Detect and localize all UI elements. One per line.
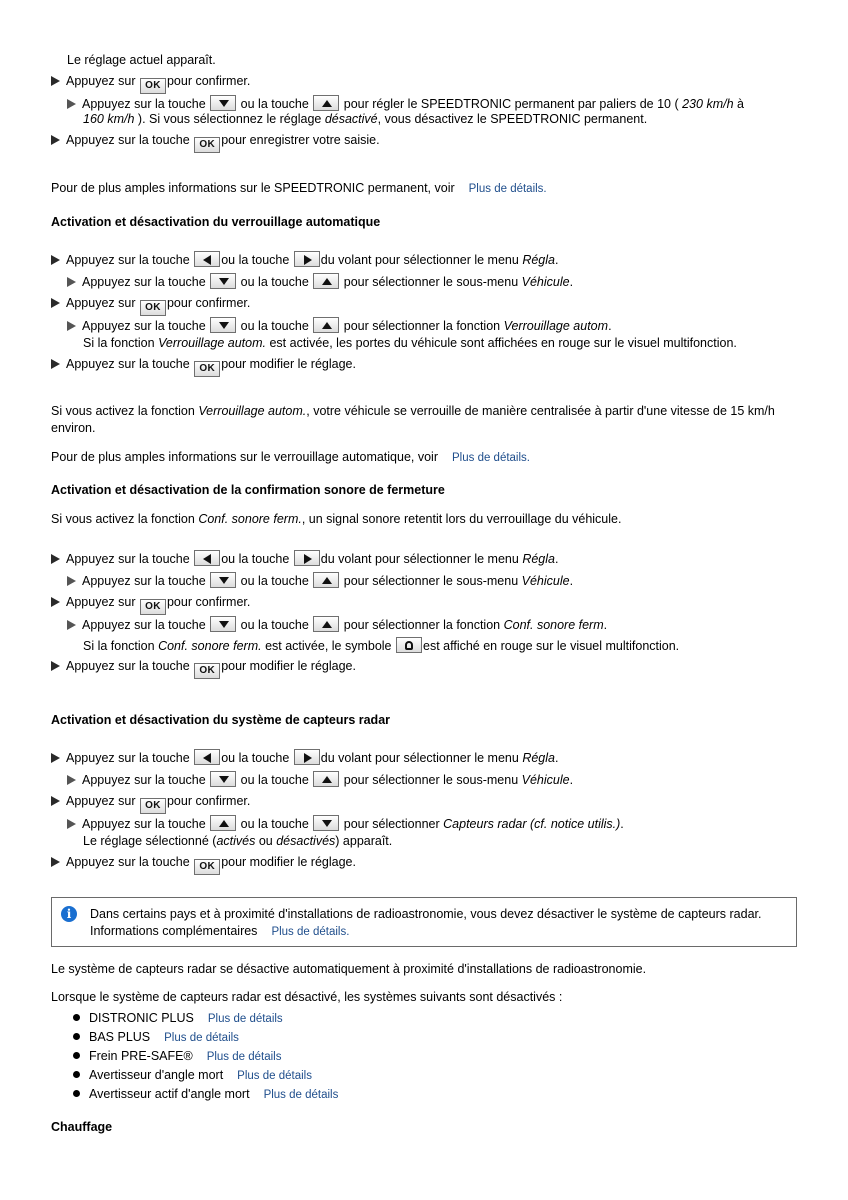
- left-key-icon: [194, 251, 220, 267]
- text: Verrouillage autom.: [158, 336, 266, 350]
- lock-symbol-icon: [396, 637, 422, 653]
- text: est activée, les portes du véhicule sont affichées en rouge sur le visuel multifonction.: [269, 336, 737, 350]
- substep: [67, 616, 607, 633]
- text: pour sélectionner le sous-menu: [343, 574, 519, 588]
- text: .: [569, 275, 574, 289]
- paragraph: Le système de capteurs radar se désactive automatiquement à proximité d'installations de radioastronomie.: [51, 962, 647, 976]
- details-link[interactable]: Plus de détails: [164, 1032, 239, 1044]
- substep: [67, 95, 744, 112]
- paragraph: Lorsque le système de capteurs radar est désactivé, les systèmes suivants sont désactivés :: [51, 990, 563, 1004]
- text: Appuyez sur la touche: [66, 855, 190, 869]
- info-text: [90, 906, 761, 941]
- text: ou la touche: [240, 574, 309, 588]
- section-heading: Activation et désactivation de la confirmation sonore de fermeture: [51, 483, 445, 497]
- text: environ.: [51, 421, 96, 435]
- ok-key-icon: OK: [140, 798, 166, 814]
- text: Pour de plus amples informations sur le SPEEDTRONIC permanent, voir: [51, 181, 455, 195]
- ok-key-icon: OK: [194, 859, 220, 875]
- bullet-icon: [73, 1014, 80, 1021]
- text: Appuyez sur: [66, 74, 136, 88]
- text: pour régler le SPEEDTRONIC permanent par paliers de 10 (: [343, 97, 679, 111]
- step: [51, 594, 250, 615]
- text: ou la touche: [221, 751, 290, 765]
- text: 160 km/h: [83, 112, 135, 126]
- substep-arrow-icon: [67, 576, 76, 586]
- text: Appuyez sur la touche: [66, 357, 190, 371]
- step: [51, 793, 250, 814]
- list-item: [73, 1029, 239, 1046]
- text: Appuyez sur la touche: [66, 659, 190, 673]
- more-info: [51, 180, 547, 197]
- text: pour confirmer.: [166, 794, 251, 808]
- text: Appuyez sur la touche: [82, 618, 206, 632]
- text: ou la touche: [240, 97, 309, 111]
- step: [51, 550, 558, 567]
- text: ou la touche: [240, 618, 309, 632]
- text: Conf. sonore ferm.: [198, 512, 302, 526]
- bullet-icon: [73, 1033, 80, 1040]
- substep-arrow-icon: [67, 819, 76, 829]
- up-key-icon: [313, 771, 339, 787]
- bullet-icon: [73, 1052, 80, 1059]
- step-arrow-icon: [51, 753, 60, 763]
- text: pour confirmer.: [166, 595, 251, 609]
- list-item: [73, 1067, 312, 1084]
- text: Si la fonction: [83, 336, 155, 350]
- text: du volant pour sélectionner le menu: [320, 552, 519, 566]
- text: Avertisseur actif d'angle mort: [89, 1087, 250, 1101]
- step-arrow-icon: [51, 796, 60, 806]
- text: Appuyez sur: [66, 296, 136, 310]
- substep-arrow-icon: [67, 277, 76, 287]
- text: pour confirmer.: [166, 74, 251, 88]
- text: .: [608, 319, 612, 333]
- text: ou la touche: [240, 817, 309, 831]
- text: ) apparaît.: [335, 834, 393, 848]
- text: ou: [258, 834, 273, 848]
- text: .: [554, 253, 559, 267]
- details-link[interactable]: Plus de détails.: [468, 183, 547, 195]
- text: est affiché en rouge sur le visuel multifonction.: [423, 639, 680, 653]
- text: Avertisseur d'angle mort: [89, 1068, 224, 1082]
- text: .: [569, 574, 574, 588]
- ok-key-icon: OK: [140, 300, 166, 316]
- up-key-icon: [313, 572, 339, 588]
- text: Appuyez sur la touche: [82, 773, 206, 787]
- substep-arrow-icon: [67, 321, 76, 331]
- down-key-icon: [210, 616, 236, 632]
- up-key-icon: [313, 95, 339, 111]
- details-link[interactable]: Plus de détails.: [271, 926, 350, 938]
- text: Véhicule: [521, 275, 570, 289]
- ok-key-icon: OK: [194, 137, 220, 153]
- text: , votre véhicule se verrouille de manière centralisée à partir d'une vitesse de 15 km/h: [306, 404, 775, 418]
- bullet-icon: [73, 1071, 80, 1078]
- text: .: [554, 751, 559, 765]
- details-link[interactable]: Plus de détails: [237, 1070, 312, 1082]
- current-setting-text: [67, 52, 216, 68]
- text: Le réglage actuel apparaît.: [67, 53, 216, 67]
- list-item: [73, 1048, 281, 1065]
- text: ou la touche: [240, 275, 309, 289]
- text: pour sélectionner: [343, 817, 440, 831]
- text: Conf. sonore ferm: [503, 618, 604, 632]
- info-icon: i: [61, 906, 77, 922]
- down-key-icon: [210, 95, 236, 111]
- text: BAS PLUS: [89, 1030, 151, 1044]
- step-arrow-icon: [51, 359, 60, 369]
- text: Régla: [522, 751, 555, 765]
- text: Verrouillage autom.: [198, 404, 307, 418]
- text: Appuyez sur la touche: [66, 751, 190, 765]
- text: désactivé: [324, 112, 378, 126]
- text: Appuyez sur la touche: [82, 97, 206, 111]
- right-key-icon: [294, 251, 320, 267]
- down-key-icon: [210, 572, 236, 588]
- text: Appuyez sur la touche: [66, 253, 190, 267]
- text: , un signal sonore retentit lors du verrouillage du véhicule.: [301, 512, 622, 526]
- step: [51, 132, 380, 153]
- paragraph: [51, 511, 621, 527]
- step-arrow-icon: [51, 554, 60, 564]
- substep: [67, 815, 624, 832]
- details-link[interactable]: Plus de détails: [207, 1013, 283, 1025]
- step: [51, 658, 356, 679]
- ok-key-icon: OK: [194, 361, 220, 377]
- text: Appuyez sur la touche: [82, 319, 206, 333]
- right-key-icon: [294, 550, 320, 566]
- up-key-icon: [313, 616, 339, 632]
- substep-note: [83, 637, 679, 654]
- section-heading: Chauffage: [51, 1120, 113, 1134]
- down-key-icon: [210, 273, 236, 289]
- ok-key-icon: OK: [140, 599, 166, 615]
- left-key-icon: [194, 749, 220, 765]
- text: pour confirmer.: [166, 296, 251, 310]
- left-key-icon: [194, 550, 220, 566]
- text: Appuyez sur: [66, 595, 136, 609]
- text: .: [554, 552, 559, 566]
- section-heading: Activation et désactivation du système de capteurs radar: [51, 713, 391, 727]
- details-link[interactable]: Plus de détails: [206, 1051, 282, 1063]
- text: Appuyez sur la touche: [82, 574, 206, 588]
- text: Régla: [522, 253, 555, 267]
- step: [51, 251, 558, 268]
- paragraph: [51, 403, 801, 437]
- text: pour sélectionner le sous-menu: [343, 773, 519, 787]
- step-arrow-icon: [51, 76, 60, 86]
- text: est activée, le symbole: [265, 639, 392, 653]
- ok-key-icon: OK: [194, 663, 220, 679]
- list-item: [73, 1010, 283, 1027]
- text: du volant pour sélectionner le menu: [320, 751, 519, 765]
- step-arrow-icon: [51, 135, 60, 145]
- details-link[interactable]: Plus de détails.: [452, 452, 530, 464]
- info-box: [51, 897, 797, 947]
- text: Informations complémentaires: [90, 924, 258, 938]
- text: ou la touche: [240, 319, 309, 333]
- list-item: [73, 1086, 338, 1103]
- text: désactivés: [276, 834, 336, 848]
- substep-note: [83, 335, 737, 351]
- text: Frein PRE-SAFE®: [89, 1049, 193, 1063]
- right-key-icon: [294, 749, 320, 765]
- text: Si la fonction: [83, 639, 155, 653]
- text: ou la touche: [221, 552, 290, 566]
- text: Verrouillage autom: [503, 319, 609, 333]
- down-key-icon: [313, 815, 339, 831]
- substep: [67, 771, 573, 788]
- text: du volant pour sélectionner le menu: [320, 253, 519, 267]
- text: à: [737, 97, 744, 111]
- text: Le réglage sélectionné (: [83, 834, 217, 848]
- text: activés: [216, 834, 256, 848]
- text: pour sélectionner la fonction: [343, 618, 501, 632]
- text: Si vous activez la fonction: [51, 404, 195, 418]
- text: Appuyez sur la touche: [66, 133, 190, 147]
- step-arrow-icon: [51, 255, 60, 265]
- text: pour modifier le réglage.: [221, 855, 356, 869]
- text: .: [603, 618, 608, 632]
- substep-arrow-icon: [67, 620, 76, 630]
- text: pour modifier le réglage.: [221, 659, 356, 673]
- text: Appuyez sur la touche: [82, 817, 206, 831]
- step: [51, 73, 250, 94]
- text: Appuyez sur la touche: [66, 552, 190, 566]
- text: Appuyez sur la touche: [82, 275, 206, 289]
- text: pour sélectionner la fonction: [343, 319, 501, 333]
- bullet-icon: [73, 1090, 80, 1097]
- substep-note: [83, 833, 392, 849]
- step: [51, 295, 250, 316]
- substep-arrow-icon: [67, 775, 76, 785]
- up-key-icon: [313, 317, 339, 333]
- step: [51, 356, 356, 377]
- step: [51, 749, 558, 766]
- step: [51, 854, 356, 875]
- step-arrow-icon: [51, 661, 60, 671]
- text: DISTRONIC PLUS: [89, 1011, 194, 1025]
- down-key-icon: [210, 317, 236, 333]
- step-arrow-icon: [51, 597, 60, 607]
- text: pour sélectionner le sous-menu: [343, 275, 519, 289]
- substep-continued: [83, 111, 647, 127]
- text: Régla: [522, 552, 555, 566]
- text: ou la touche: [221, 253, 290, 267]
- text: ou la touche: [240, 773, 309, 787]
- text: Dans certains pays et à proximité d'installations de radioastronomie, vous devez désactiver le système de capteurs radar.: [90, 907, 762, 921]
- text: Véhicule: [521, 773, 570, 787]
- text: Capteurs radar (cf. notice utilis.): [443, 817, 621, 831]
- text: Si vous activez la fonction: [51, 512, 195, 526]
- ok-key-icon: OK: [140, 78, 166, 94]
- text: pour enregistrer votre saisie.: [221, 133, 380, 147]
- text: ). Si vous sélectionnez le réglage: [137, 112, 322, 126]
- text: Véhicule: [521, 574, 570, 588]
- text: .: [620, 817, 624, 831]
- up-key-icon: [313, 273, 339, 289]
- section-heading: Activation et désactivation du verrouillage automatique: [51, 215, 381, 229]
- more-info: [51, 449, 530, 466]
- details-link[interactable]: Plus de détails: [263, 1089, 339, 1101]
- text: Conf. sonore ferm.: [158, 639, 262, 653]
- substep: [67, 572, 573, 589]
- text: pour modifier le réglage.: [221, 357, 356, 371]
- substep: [67, 273, 573, 290]
- substep-arrow-icon: [67, 99, 76, 109]
- text: 230 km/h: [682, 97, 734, 111]
- step-arrow-icon: [51, 857, 60, 867]
- text: , vous désactivez le SPEEDTRONIC permanent.: [377, 112, 648, 126]
- up-key-icon: [210, 815, 236, 831]
- step-arrow-icon: [51, 298, 60, 308]
- substep: [67, 317, 612, 334]
- down-key-icon: [210, 771, 236, 787]
- text: .: [569, 773, 574, 787]
- text: Pour de plus amples informations sur le verrouillage automatique, voir: [51, 450, 438, 464]
- text: Appuyez sur: [66, 794, 136, 808]
